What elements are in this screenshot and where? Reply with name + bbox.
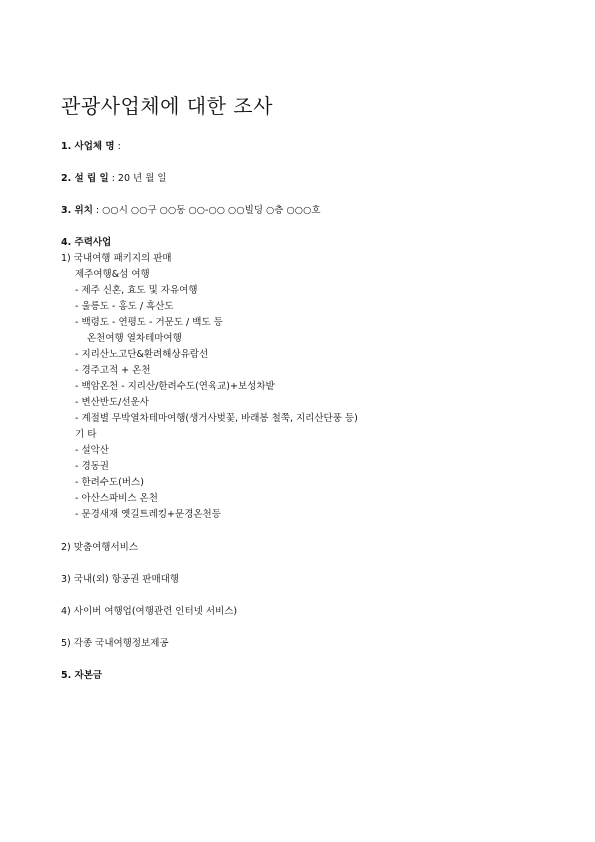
list-item: - 경주고적 + 온천 bbox=[75, 365, 151, 376]
location-label: 3. 위치 bbox=[61, 205, 93, 216]
item3: 3) 국내(외) 항공권 판매대행 bbox=[61, 574, 179, 585]
item2: 2) 맞춤여행서비스 bbox=[61, 542, 139, 553]
location-value: : ○○시 ○○구 ○○동 ○○-○○ ○○빌딩 ○층 ○○○호 bbox=[92, 205, 321, 216]
list-item: - 백암온천 - 지리산/한려수도(연육교)+보성차밭 bbox=[75, 381, 275, 392]
list-item: 온천여행 열차테마여행 bbox=[87, 333, 182, 344]
business-name-label: 1. 사업체 명 bbox=[61, 141, 115, 152]
business-name-value: : bbox=[114, 141, 121, 152]
list-item: - 경동권 bbox=[75, 461, 109, 472]
list-item: - 지리산노고단&환려해상유람선 bbox=[75, 349, 209, 360]
list-item: - 설악산 bbox=[75, 445, 109, 456]
list-item: - 계절별 무박열차테마여행(생거사벚꽃, 바래봉 철쭉, 지리산단풍 등) bbox=[75, 413, 358, 424]
etc-heading: 기 타 bbox=[75, 429, 97, 440]
item5: 5) 각종 국내여행정보제공 bbox=[61, 638, 169, 649]
capital-heading: 5. 자본금 bbox=[61, 670, 103, 681]
list-item: - 백령도 - 연평도 - 거문도 / 백도 등 bbox=[75, 317, 223, 328]
list-item: - 문경새재 옛길트레킹+문경온천등 bbox=[75, 509, 221, 520]
main-business-heading: 4. 주력사업 bbox=[61, 237, 112, 248]
item1-subheading: 제주여행&섬 여행 bbox=[75, 269, 150, 280]
business-name-row bbox=[61, 141, 121, 153]
establish-date-row bbox=[61, 173, 167, 185]
item4: 4) 사이버 여행업(여행관련 인터넷 서비스) bbox=[61, 606, 238, 617]
list-item: - 제주 신혼, 효도 및 자유여행 bbox=[75, 285, 198, 296]
item1-heading: 1) 국내여행 패키지의 판매 bbox=[61, 253, 172, 264]
establish-date-value: : 20 년 월 일 bbox=[108, 173, 167, 184]
list-item: - 한려수도(버스) bbox=[75, 477, 144, 488]
establish-date-label: 2. 설 립 일 bbox=[61, 173, 109, 184]
list-item: - 변산반도/선운사 bbox=[75, 397, 149, 408]
list-item: - 울릉도 - 홍도 / 흑산도 bbox=[75, 301, 174, 312]
location-row bbox=[61, 205, 321, 217]
document-title: 관광사업체에 대한 조사 bbox=[61, 94, 273, 118]
list-item: - 아산스파비스 온천 bbox=[75, 493, 158, 504]
